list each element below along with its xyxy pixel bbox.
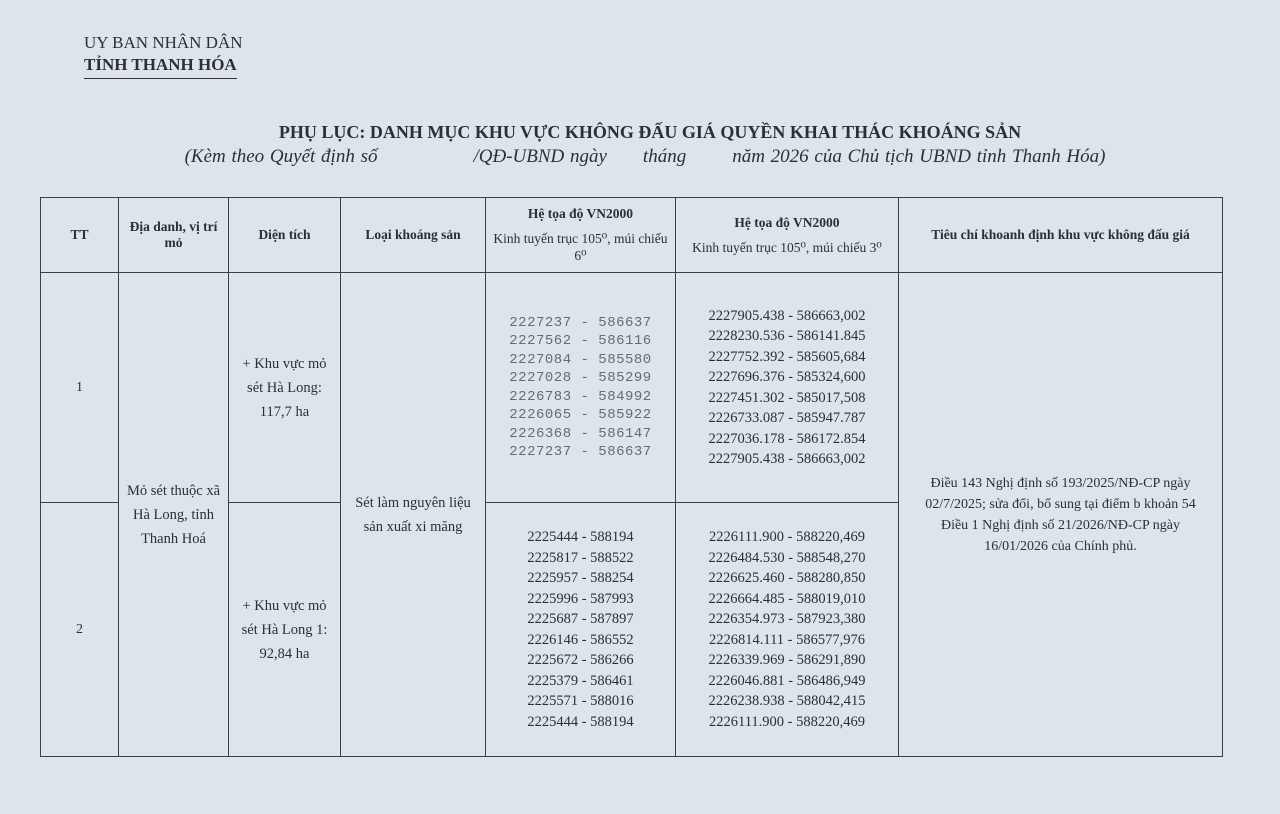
subtitle-part: /QĐ-UBND ngày bbox=[473, 146, 607, 167]
coordinate-pair: 2226368 - 586147 bbox=[509, 425, 652, 442]
coordinate-pair: 2226046.881 - 586486,949 bbox=[708, 672, 866, 689]
subtitle-part: (Kèm theo Quyết định số bbox=[184, 146, 378, 167]
coordinate-pair: 2227451.302 - 585017,508 bbox=[708, 389, 866, 406]
coordinate-pair: 2227084 - 585580 bbox=[509, 351, 652, 368]
coordinate-pair: 2225379 - 586461 bbox=[527, 672, 634, 689]
cell-area: + Khu vực mỏ sét Hà Long 1: 92,84 ha bbox=[229, 503, 341, 757]
coordinate-pair: 2226733.087 - 585947.787 bbox=[708, 410, 866, 426]
coordinate-pair: 2226111.900 - 588220,469 bbox=[708, 529, 865, 545]
col-vn2000-3 bbox=[676, 198, 899, 273]
col-location: Địa danh, vị trí mỏ bbox=[119, 198, 229, 273]
table-header-row bbox=[41, 198, 1223, 273]
coordinate-pair: 2227905.438 - 586663,002 bbox=[708, 451, 866, 467]
col-vn2000-6 bbox=[486, 198, 676, 273]
cell-vn3-coords bbox=[676, 503, 899, 757]
cell-vn6-coords bbox=[486, 503, 676, 757]
cell-criteria: Điều 143 Nghị định số 193/2025/NĐ-CP ngày 02/7/2025; sửa đổi, bổ sung tại điểm b khoản 54 Điều 1 Nghị định số 21/2026/NĐ-CP ngày 16/01/2026 của Chính phủ. bbox=[899, 273, 1223, 757]
coordinate-pair: 2225687 - 587897 bbox=[527, 611, 634, 627]
mining-areas-table bbox=[40, 197, 1223, 757]
coordinate-pair: 2227237 - 586637 bbox=[509, 314, 652, 331]
coordinate-pair: 2227028 - 585299 bbox=[509, 370, 652, 386]
document-subtitle bbox=[0, 146, 1280, 168]
coordinate-pair: 2228230.536 - 586141.845 bbox=[708, 328, 866, 344]
cell-tt: 1 bbox=[41, 273, 119, 503]
coordinate-pair: 2226238.938 - 588042,415 bbox=[708, 693, 866, 709]
coordinate-pair: 2227696.376 - 585324,600 bbox=[708, 369, 866, 385]
subtitle-part: năm 2026 của Chủ tịch UBND tỉnh Thanh Hóa) bbox=[732, 146, 1106, 167]
cell-area: + Khu vực mỏ sét Hà Long: 117,7 ha bbox=[229, 273, 341, 503]
document-title: PHỤ LỤC: DANH MỤC KHU VỰC KHÔNG ĐẤU GIÁ QUYỀN KHAI THÁC KHOÁNG SẢN bbox=[278, 122, 1022, 142]
subtitle-part: tháng bbox=[642, 146, 687, 167]
issuing-organization bbox=[84, 32, 243, 79]
col-criteria: Tiêu chí khoanh định khu vực không đấu giá bbox=[899, 198, 1223, 273]
coordinate-pair: 2226111.900 - 588220,469 bbox=[708, 713, 865, 730]
col-vn6-sub: Kinh tuyến trục 105⁰, múi chiếu 6⁰ bbox=[493, 231, 668, 263]
coordinate-pair: 2225444 - 588194 bbox=[527, 529, 634, 545]
coordinate-pair: 2226354.973 - 587923,380 bbox=[708, 611, 866, 627]
cell-vn6-coords bbox=[486, 273, 676, 503]
cell-location: Mỏ sét thuộc xã Hà Long, tỉnh Thanh Hoá bbox=[119, 273, 229, 757]
cell-vn3-coords bbox=[676, 273, 899, 503]
coordinate-pair: 2226814.111 - 586577,976 bbox=[708, 631, 865, 648]
coordinate-pair: 2226065 - 585922 bbox=[509, 407, 652, 423]
coordinate-pair: 2226664.485 - 588019,010 bbox=[708, 590, 866, 607]
coordinate-pair: 2226783 - 584992 bbox=[509, 388, 652, 405]
coordinate-pair: 2227905.438 - 586663,002 bbox=[708, 307, 866, 324]
coordinate-pair: 2226339.969 - 586291,890 bbox=[708, 652, 866, 668]
col-area: Diện tích bbox=[229, 198, 341, 273]
coordinate-pair: 2225996 - 587993 bbox=[527, 590, 634, 607]
cell-mineral: Sét làm nguyên liệu sản xuất xi măng bbox=[341, 273, 486, 757]
coordinate-pair: 2225444 - 588194 bbox=[527, 713, 634, 730]
table-row bbox=[41, 273, 1223, 503]
col-tt: TT bbox=[41, 198, 119, 273]
coordinate-pair: 2227237 - 586637 bbox=[509, 444, 652, 460]
cell-tt: 2 bbox=[41, 503, 119, 757]
col-vn6-title: Hệ tọa độ VN2000 bbox=[527, 206, 634, 221]
coordinate-pair: 2227036.178 - 586172.854 bbox=[708, 430, 866, 447]
org-line-1: UY BAN NHÂN DÂN bbox=[84, 33, 243, 52]
coordinate-pair: 2227562 - 586116 bbox=[509, 333, 652, 349]
coordinate-pair: 2226625.460 - 588280,850 bbox=[708, 570, 866, 586]
coordinate-pair: 2227752.392 - 585605,684 bbox=[708, 348, 866, 365]
org-line-2: TỈNH THANH HÓA bbox=[84, 54, 237, 79]
coordinate-pair: 2225957 - 588254 bbox=[527, 570, 634, 586]
coordinate-pair: 2225571 - 588016 bbox=[527, 693, 634, 709]
coordinate-pair: 2225817 - 588522 bbox=[527, 549, 634, 566]
coordinate-pair: 2226146 - 586552 bbox=[527, 631, 634, 648]
col-mineral: Loại khoáng sản bbox=[341, 198, 486, 273]
col-vn3-title: Hệ tọa độ VN2000 bbox=[734, 214, 840, 230]
coordinate-pair: 2225672 - 586266 bbox=[527, 652, 634, 668]
col-vn3-sub: Kinh tuyến trục 105⁰, múi chiếu 3⁰ bbox=[692, 239, 882, 255]
coordinate-pair: 2226484.530 - 588548,270 bbox=[708, 549, 866, 566]
